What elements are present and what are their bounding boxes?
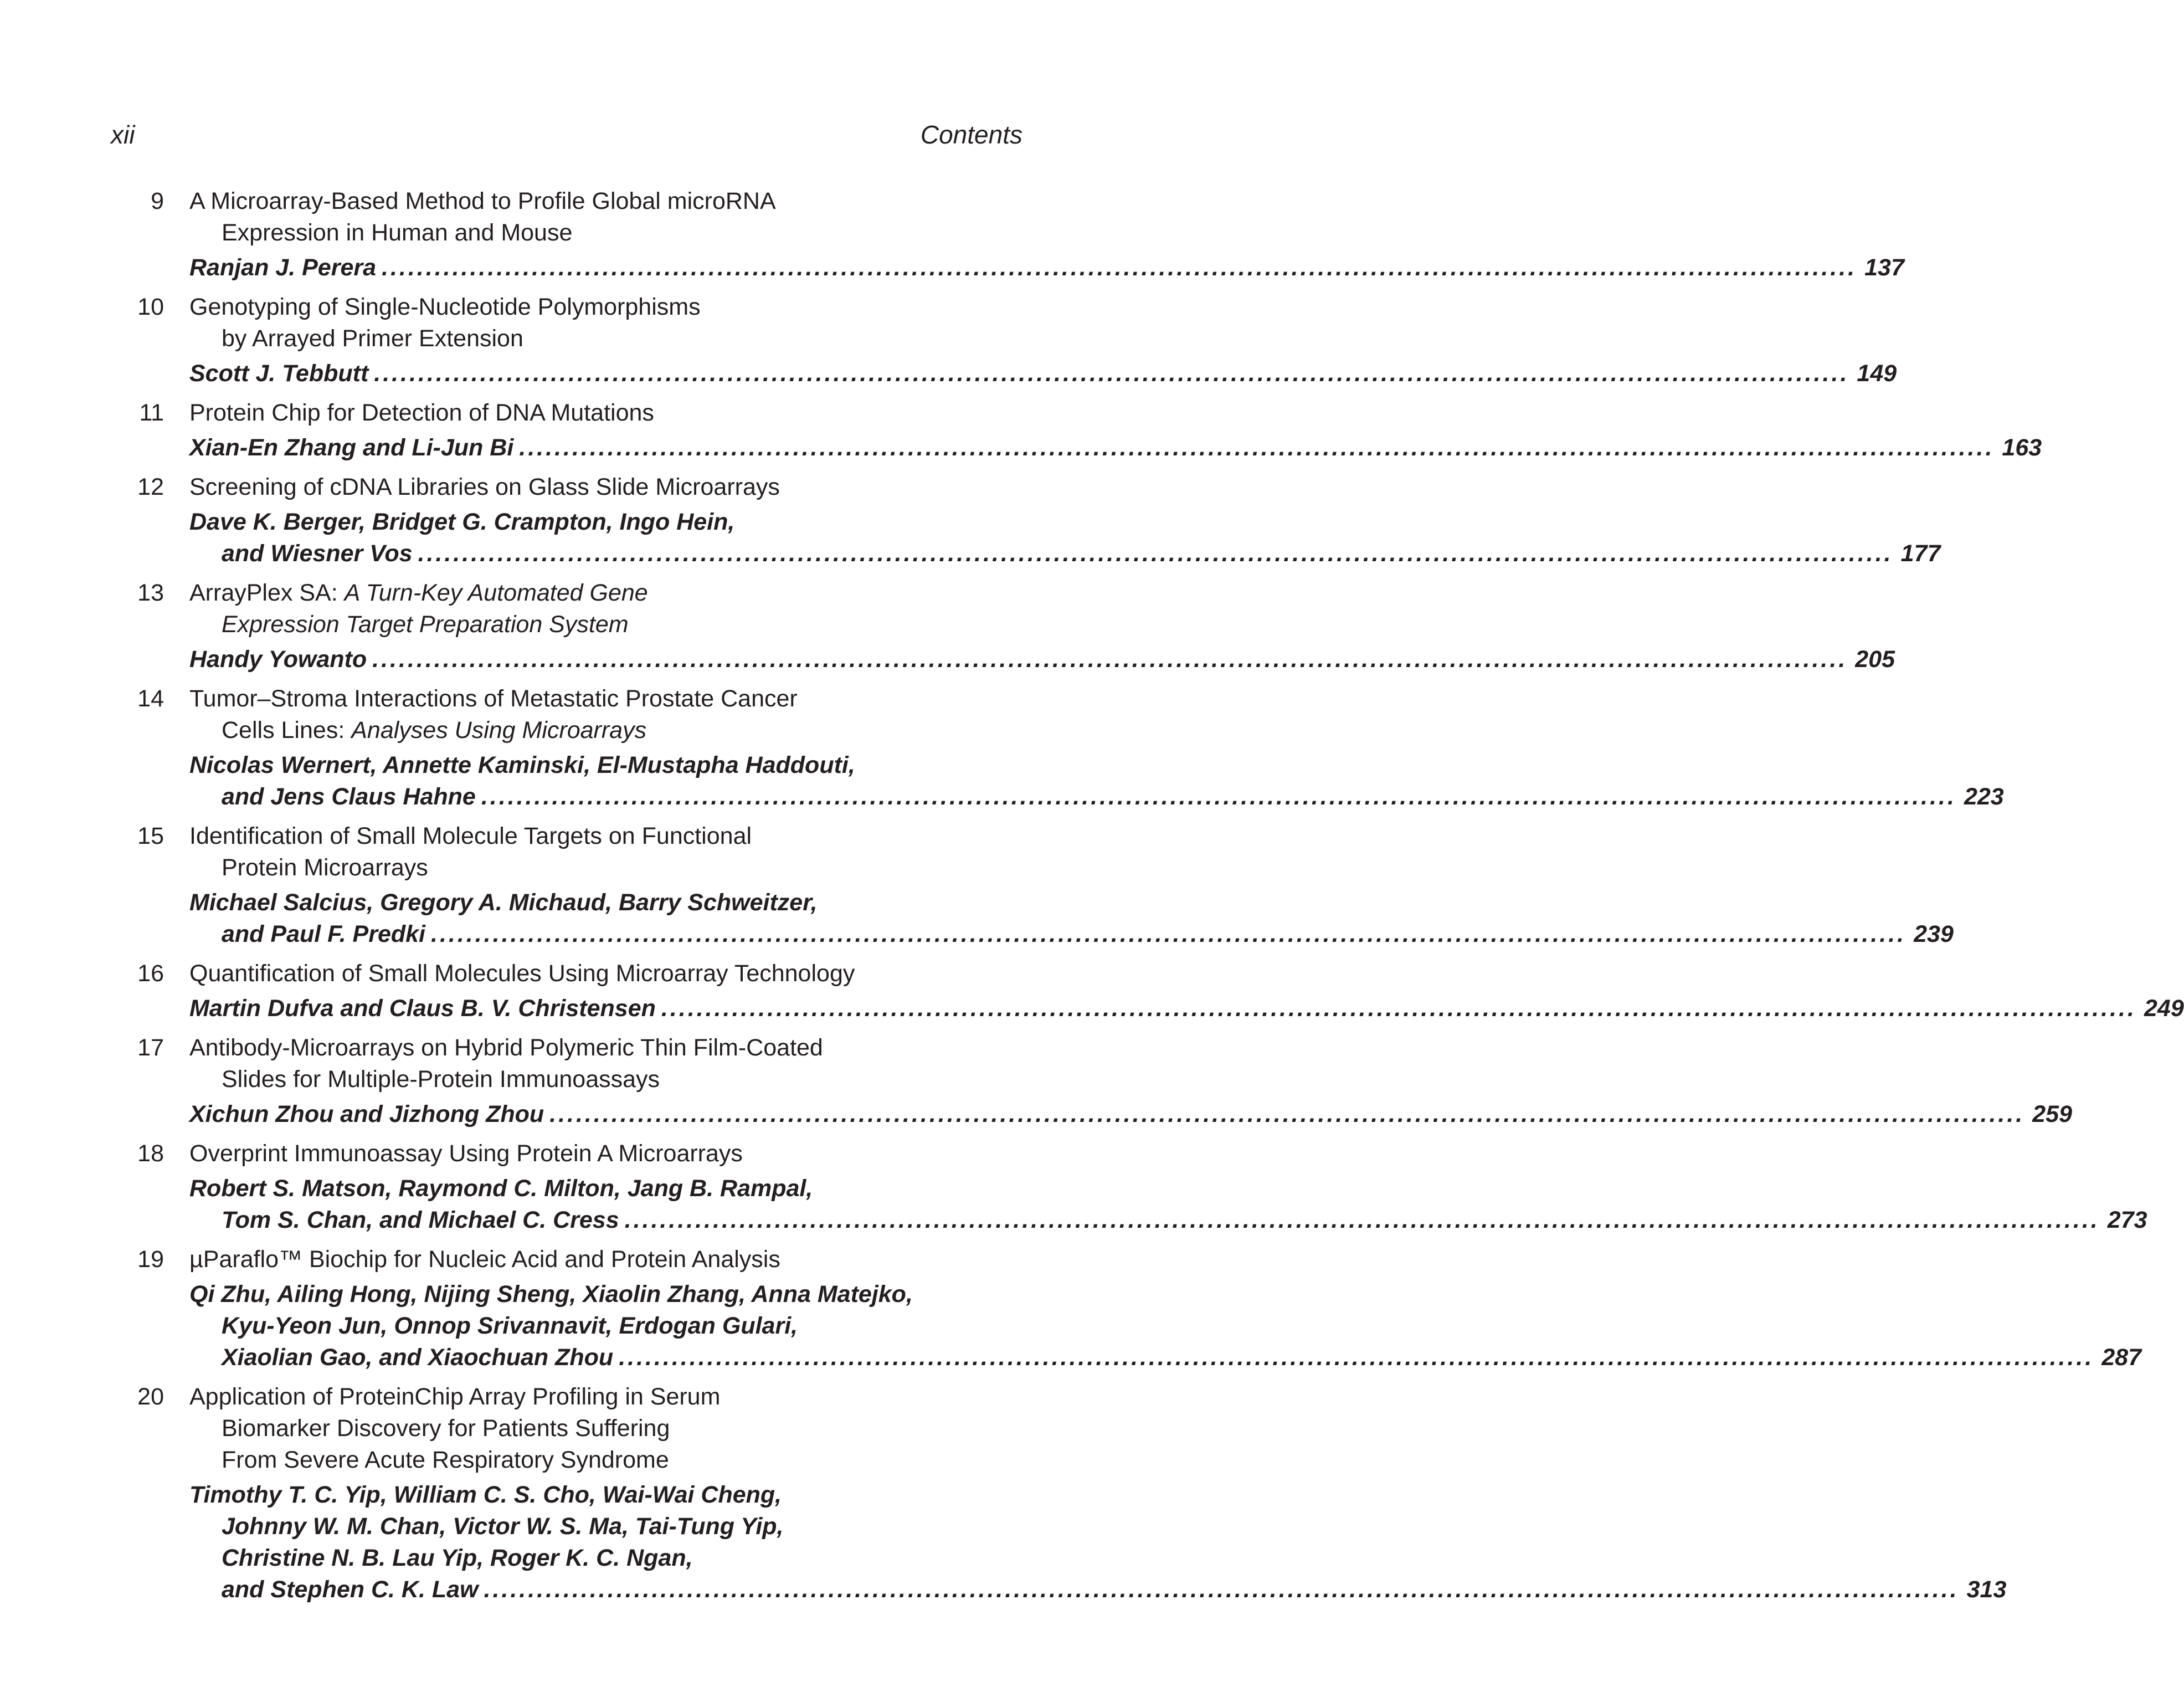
chapter-authors — [189, 887, 1954, 950]
toc-entry — [111, 683, 2004, 813]
chapter-authors — [189, 506, 1941, 570]
author-page-line — [189, 1574, 2007, 1606]
title-line: Quantification of Small Molecules Using Microarray Technology — [189, 960, 855, 987]
title-line: Tumor–Stroma Interactions of Metastatic Prostate Cancer — [189, 685, 798, 712]
chapter-title — [189, 291, 1022, 355]
toc-entry — [111, 1244, 2142, 1373]
author-page-line — [189, 644, 1895, 675]
author-line: Ranjan J. Perera — [189, 254, 377, 281]
chapter-title — [189, 958, 1022, 990]
author-line: Martin Dufva and Claus B. V. Christensen — [189, 995, 656, 1022]
chapter-number: 15 — [137, 823, 164, 849]
page-number: 205 — [1855, 646, 1895, 673]
page-number: 137 — [1864, 254, 1904, 281]
chapter-number: 17 — [137, 1034, 164, 1061]
chapter-number: 11 — [139, 399, 164, 426]
toc-entry — [111, 1381, 2007, 1606]
chapter-authors — [189, 1279, 2142, 1373]
title-line: From Severe Acute Respiratory Syndrome — [222, 1447, 669, 1473]
page-number: 259 — [2032, 1101, 2073, 1127]
entry-body — [189, 577, 1895, 675]
chapter-authors — [189, 252, 1904, 284]
author-page-line — [189, 1342, 2142, 1373]
chapter-number: 18 — [137, 1140, 164, 1167]
dot-leader: ....................................................................................................................................................................... — [481, 783, 1956, 810]
chapter-title — [189, 186, 1022, 249]
author-page-line — [189, 919, 1954, 950]
chapter-authors — [189, 1099, 2073, 1130]
page-number: 287 — [2101, 1344, 2142, 1371]
title-line: by Arrayed Primer Extension — [222, 325, 523, 352]
page-number: 177 — [1900, 540, 1941, 567]
toc-entry — [111, 958, 2184, 1024]
chapter-title — [189, 471, 1022, 503]
entry-body — [189, 397, 2042, 464]
chapter-authors — [189, 432, 2042, 464]
toc-entry — [111, 1138, 2147, 1236]
dot-leader: ....................................................................................................................................................................... — [519, 434, 1995, 461]
toc-entry — [111, 1032, 2073, 1130]
dot-leader: ....................................................................................................................................................................... — [372, 646, 1848, 673]
chapter-number: 16 — [137, 960, 164, 987]
toc-entry — [111, 577, 1895, 675]
page-number: 249 — [2144, 995, 2184, 1022]
author-page-line — [189, 252, 1904, 284]
title-line: Biomarker Discovery for Patients Suffering — [222, 1415, 670, 1442]
chapter-title — [189, 683, 1022, 746]
chapter-number: 19 — [137, 1246, 164, 1273]
chapter-title — [189, 1032, 1022, 1095]
page-number: 239 — [1914, 921, 1954, 947]
chapter-number: 20 — [137, 1383, 164, 1410]
dot-leader: ....................................................................................................................................................................... — [418, 540, 1893, 567]
title-line: Screening of cDNA Libraries on Glass Slide Microarrays — [189, 474, 780, 500]
title-italic-text: A Turn-Key Automated Gene — [344, 580, 648, 606]
author-line: and Wiesner Vos — [222, 540, 413, 567]
title-line: Protein Chip for Detection of DNA Mutations — [189, 399, 654, 426]
title-text: Cells Lines: — [222, 717, 352, 744]
toc-entry — [111, 186, 1904, 284]
author-page-line — [189, 781, 2004, 813]
chapter-authors — [189, 993, 2184, 1024]
author-page-line — [189, 1099, 2073, 1130]
dot-leader: ....................................................................................................................................................................... — [661, 995, 2137, 1022]
chapter-authors — [189, 1173, 2147, 1236]
author-page-line — [189, 358, 1897, 389]
author-line: Nicolas Wernert, Annette Kaminski, El-Mustapha Haddouti, — [189, 752, 855, 778]
running-head — [111, 119, 1022, 150]
title-italic-text: Analyses Using Microarrays — [351, 717, 647, 744]
chapter-title — [189, 1138, 1022, 1170]
author-page-line — [189, 993, 2184, 1024]
toc-page — [111, 119, 2184, 1613]
title-line: Expression in Human and Mouse — [222, 219, 573, 246]
toc-entry — [111, 471, 1941, 570]
author-line: Qi Zhu, Ailing Hong, Nijing Sheng, Xiaolin Zhang, Anna Matejko, — [189, 1281, 913, 1308]
entry-body — [189, 1138, 2147, 1236]
chapter-title — [189, 577, 1022, 640]
title-line — [189, 715, 1022, 746]
author-page-line — [189, 538, 1941, 570]
title-line — [189, 577, 1022, 609]
chapter-number: 13 — [137, 580, 164, 606]
chapter-authors — [189, 358, 1897, 389]
chapter-number: 14 — [137, 685, 164, 712]
author-line: and Stephen C. K. Law — [222, 1576, 479, 1603]
author-line: Dave K. Berger, Bridget G. Crampton, Ingo Hein, — [189, 509, 735, 535]
title-line: Slides for Multiple-Protein Immunoassays — [222, 1066, 660, 1093]
chapter-title — [189, 821, 1022, 884]
author-line: and Paul F. Predki — [222, 921, 425, 947]
page-number: 313 — [1966, 1576, 2007, 1603]
entry-body — [189, 683, 2004, 813]
page-number: 163 — [2002, 434, 2042, 461]
title-line: A Microarray-Based Method to Profile Global microRNA — [189, 188, 776, 214]
title-line: µParaflo™ Biochip for Nucleic Acid and Protein Analysis — [189, 1246, 780, 1273]
entry-body — [189, 291, 1897, 389]
dot-leader: ....................................................................................................................................................................... — [382, 254, 1857, 281]
chapter-authors — [189, 1479, 2007, 1606]
author-line: Xichun Zhou and Jizhong Zhou — [189, 1101, 544, 1127]
entry-body — [189, 1244, 2142, 1373]
dot-leader: ....................................................................................................................................................................... — [484, 1576, 1959, 1603]
chapter-number: 10 — [137, 294, 164, 320]
chapter-number: 12 — [137, 474, 164, 500]
dot-leader: ....................................................................................................................................................................... — [619, 1344, 2094, 1371]
toc-entry — [111, 821, 1954, 950]
entry-body — [189, 186, 1904, 284]
page-number: 149 — [1857, 360, 1897, 387]
toc-entry — [111, 291, 1897, 389]
chapter-title — [189, 1381, 1022, 1476]
chapter-title — [189, 397, 1022, 429]
author-page-line — [189, 432, 2042, 464]
entry-body — [189, 471, 1941, 570]
author-line: Robert S. Matson, Raymond C. Milton, Jang B. Rampal, — [189, 1175, 813, 1202]
title-line: Expression Target Preparation System — [222, 611, 629, 638]
author-page-line — [189, 1204, 2147, 1236]
table-of-contents — [111, 186, 2184, 1606]
entry-body — [189, 1032, 2073, 1130]
author-line: Xiaolian Gao, and Xiaochuan Zhou — [222, 1344, 614, 1371]
author-line: Xian-En Zhang and Li-Jun Bi — [189, 434, 514, 461]
dot-leader: ....................................................................................................................................................................... — [624, 1207, 2100, 1233]
author-line: Handy Yowanto — [189, 646, 367, 673]
title-line: Genotyping of Single-Nucleotide Polymorphisms — [189, 294, 701, 320]
author-line: Christine N. B. Lau Yip, Roger K. C. Ngan, — [222, 1545, 693, 1571]
author-line: Tom S. Chan, and Michael C. Cress — [222, 1207, 619, 1233]
author-line: Scott J. Tebbutt — [189, 360, 369, 387]
page-number: 223 — [1964, 783, 2004, 810]
entry-body — [189, 821, 1954, 950]
chapter-authors — [189, 750, 2004, 813]
page-number-label: xii — [111, 120, 135, 149]
chapter-title — [189, 1244, 1022, 1275]
author-line: Michael Salcius, Gregory A. Michaud, Barry Schweitzer, — [189, 889, 818, 916]
title-text: ArrayPlex SA: — [189, 580, 345, 606]
author-line: Johnny W. M. Chan, Victor W. S. Ma, Tai-Tung Yip, — [222, 1513, 784, 1540]
title-line: Overprint Immunoassay Using Protein A Microarrays — [189, 1140, 743, 1167]
author-line: Timothy T. C. Yip, William C. S. Cho, Wai-Wai Cheng, — [189, 1481, 782, 1508]
title-line: Antibody-Microarrays on Hybrid Polymeric Thin Film-Coated — [189, 1034, 823, 1061]
chapter-authors — [189, 644, 1895, 675]
dot-leader: ....................................................................................................................................................................... — [374, 360, 1849, 387]
title-line: Identification of Small Molecule Targets on Functional — [189, 823, 752, 849]
chapter-number: 9 — [151, 188, 164, 214]
title-line: Protein Microarrays — [222, 854, 428, 881]
page-number: 273 — [2107, 1207, 2147, 1233]
entry-body — [189, 1381, 2007, 1606]
toc-entry — [111, 397, 2042, 464]
section-title: Contents — [920, 120, 1022, 149]
dot-leader: ....................................................................................................................................................................... — [431, 921, 1906, 947]
dot-leader: ....................................................................................................................................................................... — [549, 1101, 2025, 1127]
title-line: Application of ProteinChip Array Profiling in Serum — [189, 1383, 721, 1410]
entry-body — [189, 958, 2184, 1024]
author-line: and Jens Claus Hahne — [222, 783, 476, 810]
author-line: Kyu-Yeon Jun, Onnop Srivannavit, Erdogan Gulari, — [222, 1313, 798, 1339]
